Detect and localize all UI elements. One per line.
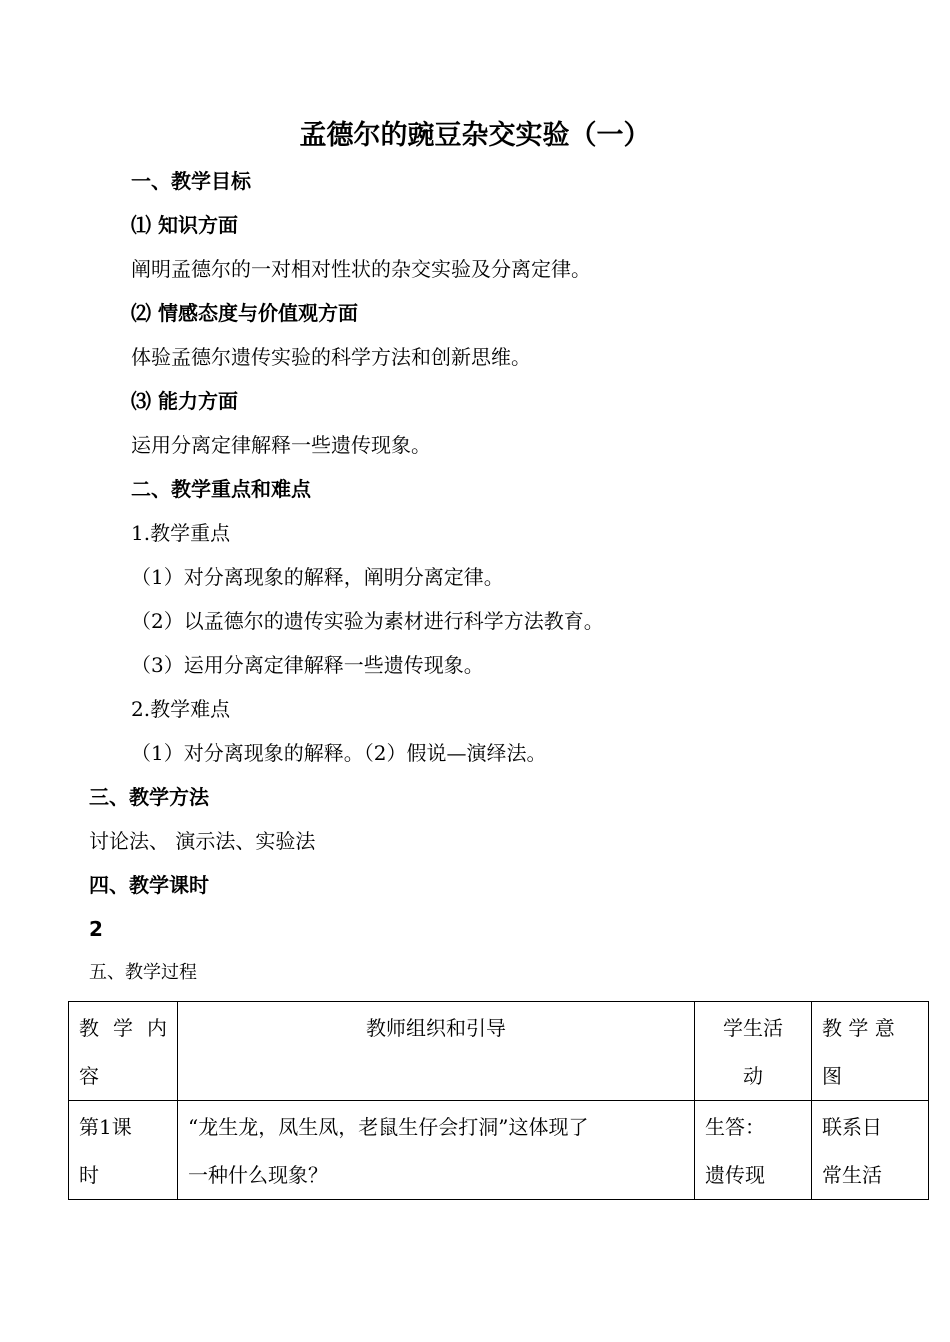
class-hours-value: 2: [89, 917, 103, 941]
ability-text: 运用分离定律解释一些遗传现象。: [131, 433, 431, 457]
difficulty-text: （1）对分离现象的解释。（2）假说—演绎法。: [131, 741, 547, 765]
key-point-3: （3）运用分离定律解释一些遗传现象。: [131, 653, 484, 677]
section-2-heading: 二、教学重点和难点: [131, 477, 311, 501]
emotion-text: 体验孟德尔遗传实验的科学方法和创新思维。: [131, 345, 531, 369]
process-table: [68, 1001, 929, 1200]
header-cell-teacher: 教师组织和引导: [178, 1002, 695, 1101]
row-cell-content: 第1课 时: [69, 1101, 178, 1200]
section-1-heading: 一、教学目标: [131, 169, 251, 193]
key-point-1: （1）对分离现象的解释，阐明分离定律。: [131, 565, 504, 589]
methods-text: 讨论法、 演示法、实验法: [89, 829, 316, 853]
row-cell-intent: 联系日 常生活: [812, 1101, 929, 1200]
key-points-heading: 1.教学重点: [131, 521, 231, 545]
section-3-heading: 三、教学方法: [89, 785, 209, 809]
document-title: 孟德尔的豌豆杂交实验（一）: [299, 120, 651, 151]
section-4-heading: 四、教学课时: [89, 873, 209, 897]
header-cell-content: 教学内 容: [69, 1002, 178, 1101]
row-cell-teacher: “龙生龙，凤生凤，老鼠生仔会打洞”这体现了 一种什么现象？: [178, 1101, 695, 1200]
section-5-heading: 五、教学过程: [89, 962, 197, 983]
knowledge-text: 阐明孟德尔的一对相对性状的杂交实验及分离定律。: [131, 257, 591, 281]
table-header-row: [69, 1002, 929, 1101]
ability-heading: ⑶ 能力方面: [131, 389, 238, 413]
difficulty-heading: 2.教学难点: [131, 697, 231, 721]
header-cell-intent: 教 学 意 图: [812, 1002, 929, 1101]
knowledge-heading: ⑴ 知识方面: [131, 213, 238, 237]
emotion-heading: ⑵ 情感态度与价值观方面: [131, 301, 358, 325]
row-cell-student: 生答： 遗传现: [695, 1101, 812, 1200]
table-row: [69, 1101, 929, 1200]
key-point-2: （2）以孟德尔的遗传实验为素材进行科学方法教育。: [131, 609, 604, 633]
header-cell-student: 学生活 动: [695, 1002, 812, 1101]
